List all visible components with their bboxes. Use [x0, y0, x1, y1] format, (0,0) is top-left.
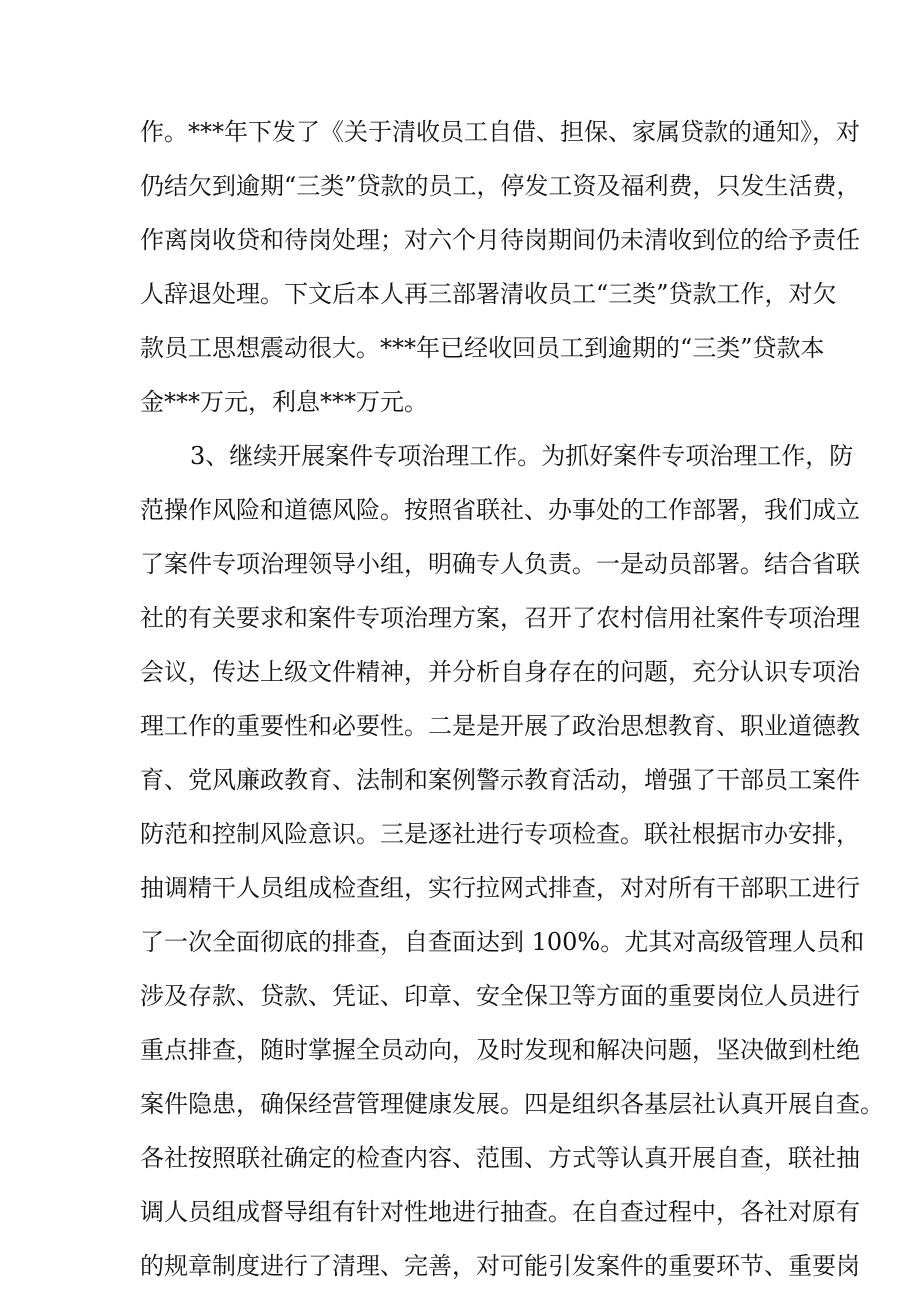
text-line: 抽调精干人员组成检查组，实行拉网式排查，对对所有干部职工进行	[140, 874, 860, 902]
text-line: 3、继续开展案件专项治理工作。为抓好案件专项治理工作，防	[190, 442, 854, 470]
text-line: 育、党风廉政教育、法制和案例警示教育活动，增强了干部员工案件	[140, 766, 860, 794]
text-line: 理工作的重要性和必要性。二是是开展了政治思想教育、职业道德教	[140, 712, 860, 740]
text-line: 范操作风险和道德风险。按照省联社、办事处的工作部署，我们成立	[140, 496, 860, 524]
text-line: 重点排查，随时掌握全员动向，及时发现和解决问题，坚决做到杜绝	[140, 1036, 860, 1064]
text-line: 社的有关要求和案件专项治理方案，召开了农村信用社案件专项治理	[140, 604, 860, 632]
text-line: 了案件专项治理领导小组，明确专人负责。一是动员部署。结合省联	[140, 550, 860, 578]
text-line: 了一次全面彻底的排查，自查面达到 100%。尤其对高级管理人员和	[140, 928, 865, 956]
text-line: 调人员组成督导组有针对性地进行抽查。在自查过程中，各社对原有	[140, 1198, 860, 1226]
text-line: 的规章制度进行了清理、完善，对可能引发案件的重要环节、重要岗	[140, 1252, 860, 1280]
text-line: 作。***年下发了《关于清收员工自借、担保、家属贷款的通知》，对	[140, 118, 860, 146]
text-line: 防范和控制风险意识。三是逐社进行专项检查。联社根据市办安排，	[140, 820, 860, 848]
text-line: 作离岗收贷和待岗处理；对六个月待岗期间仍未清收到位的给予责任	[140, 226, 860, 254]
text-line: 人辞退处理。下文后本人再三部署清收员工“三类”贷款工作，对欠	[140, 280, 837, 308]
text-line: 案件隐患，确保经营管理健康发展。四是组织各基层社认真开展自查。	[140, 1090, 884, 1118]
text-line: 金***万元，利息***万元。	[140, 388, 428, 416]
text-line: 会议，传达上级文件精神，并分析自身存在的问题，充分认识专项治	[140, 658, 860, 686]
text-line: 各社按照联社确定的检查内容、范围、方式等认真开展自查，联社抽	[140, 1144, 860, 1172]
text-line: 仍结欠到逾期“三类”贷款的员工，停发工资及福利费，只发生活费，	[140, 172, 861, 200]
text-line: 涉及存款、贷款、凭证、印章、安全保卫等方面的重要岗位人员进行	[140, 982, 860, 1010]
text-line: 款员工思想震动很大。***年已经收回员工到逾期的“三类”贷款本	[140, 334, 825, 362]
